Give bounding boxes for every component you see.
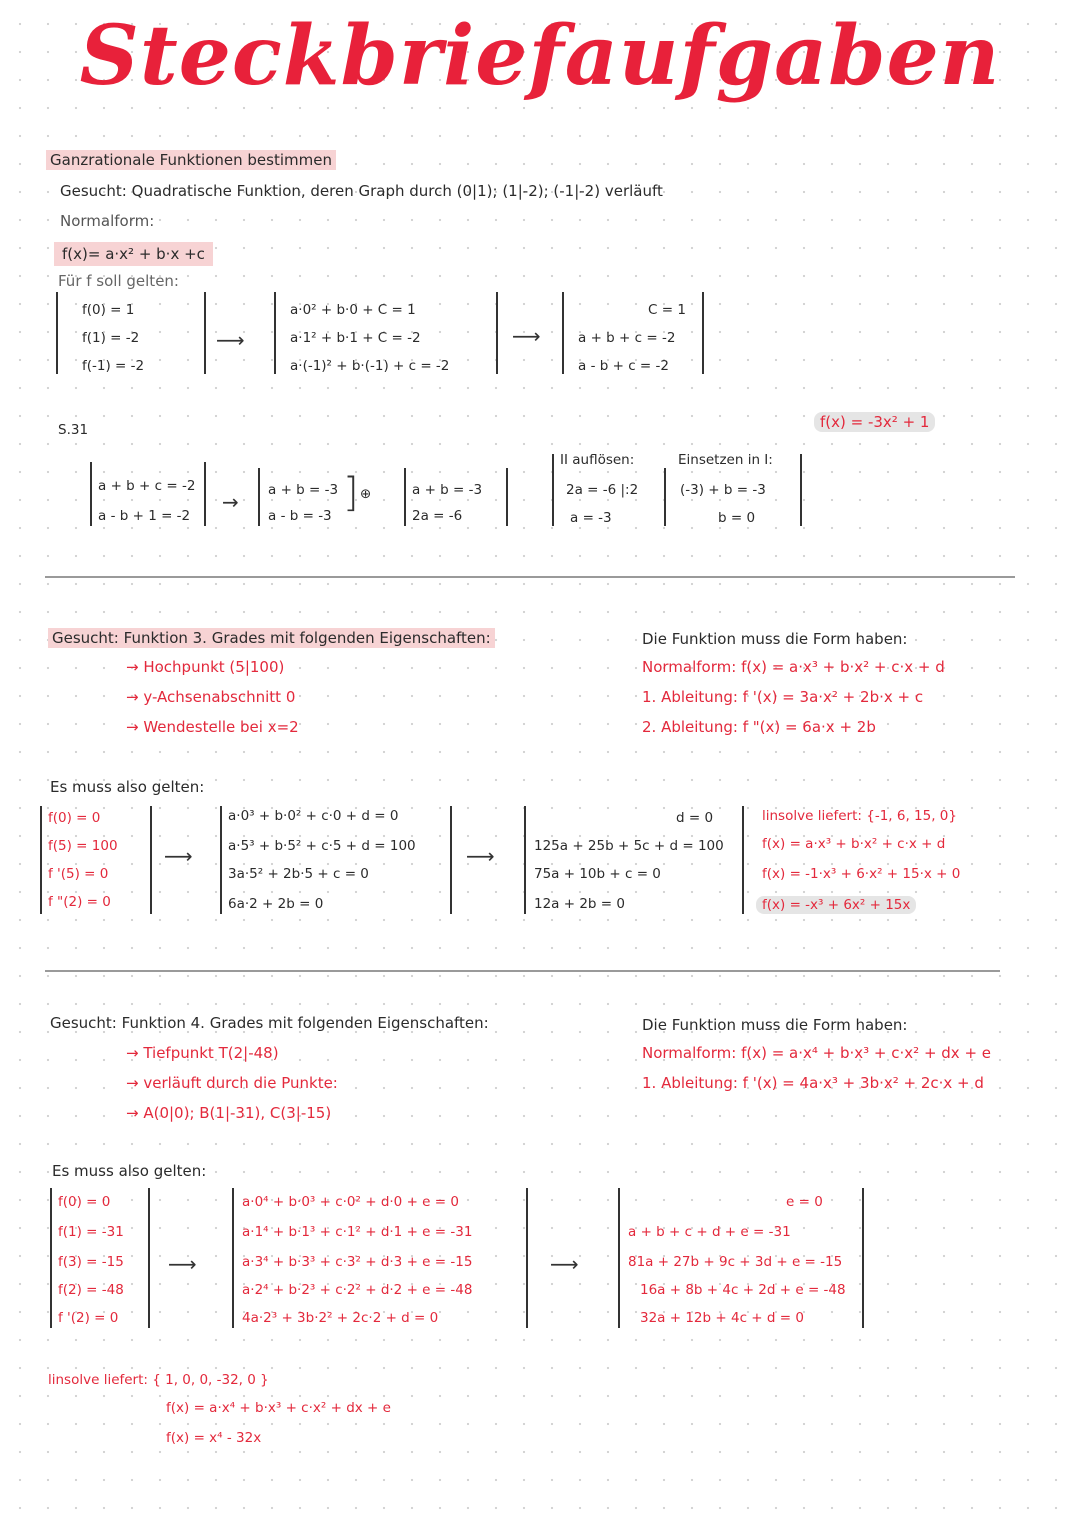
- property: → A(0|0); B(1|-31), C(3|-15): [126, 1104, 332, 1122]
- property: → Tiefpunkt T(2|-48): [126, 1044, 279, 1062]
- result-formula: f(x) = -3x² + 1: [814, 412, 935, 432]
- equation: a = -3: [570, 510, 612, 526]
- property: → y-Achsenabschnitt 0: [126, 688, 296, 706]
- normal-form-label: Normalform:: [60, 212, 155, 230]
- equation: a + b = -3: [268, 482, 339, 498]
- equation: a·2⁴ + b·2³ + c·2² + d·2 + e = -48: [242, 1282, 473, 1298]
- equation: 16a + 8b + 4c + 2d + e = -48: [640, 1282, 846, 1298]
- condition: f(3) = -15: [58, 1254, 124, 1270]
- equation: a + b + c + d + e = -31: [628, 1224, 791, 1240]
- equation: a - b + c = -2: [578, 358, 669, 374]
- equation: a + b + c = -2: [578, 330, 676, 346]
- equation: a·3⁴ + b·3³ + c·3² + d·3 + e = -15: [242, 1254, 473, 1270]
- condition: f '(2) = 0: [58, 1310, 119, 1326]
- equation: (-3) + b = -3: [680, 482, 766, 498]
- result-formula: f(x) = a·x⁴ + b·x³ + c·x² + dx + e: [166, 1400, 391, 1416]
- equation: a - b = -3: [268, 508, 332, 524]
- divider: [45, 970, 1000, 972]
- final-result: f(x) = x⁴ - 32x: [166, 1430, 262, 1446]
- equation: b = 0: [718, 510, 756, 526]
- equation: a - b + 1 = -2: [98, 508, 191, 524]
- task-text: Gesucht: Funktion 4. Grades mit folgenden Eigenschaften:: [50, 1014, 489, 1032]
- second-derivative: 2. Ableitung: f "(x) = 6a·x + 2b: [642, 718, 876, 736]
- arrow-icon: ⟶: [512, 324, 541, 348]
- equation: 12a + 2b = 0: [534, 896, 625, 912]
- equation: a·1⁴ + b·1³ + c·1² + d·1 + e = -31: [242, 1224, 473, 1240]
- step-label: Einsetzen in I:: [678, 452, 773, 468]
- equation: 3a·5² + 2b·5 + c = 0: [228, 866, 369, 882]
- must-hold-label: Es muss also gelten:: [50, 778, 205, 796]
- equation: e = 0: [786, 1194, 823, 1210]
- arrow-icon: ⟶: [216, 328, 245, 352]
- condition: f(0) = 1: [82, 302, 135, 318]
- section-heading: Ganzrationale Funktionen bestimmen: [46, 150, 336, 170]
- arrow-icon: ⟶: [550, 1252, 579, 1276]
- equation: a + b + c = -2: [98, 478, 196, 494]
- arrow-icon: ⟶: [466, 844, 495, 868]
- equation: 125a + 25b + 5c + d = 100: [534, 838, 724, 854]
- equation: a + b = -3: [412, 482, 483, 498]
- condition: f(0) = 0: [58, 1194, 111, 1210]
- linsolve-result: linsolve liefert: {-1, 6, 15, 0}: [762, 808, 957, 824]
- condition: f(-1) = -2: [82, 358, 145, 374]
- equation: 75a + 10b + c = 0: [534, 866, 661, 882]
- result-formula: f(x) = a·x³ + b·x² + c·x + d: [762, 836, 946, 852]
- condition: f "(2) = 0: [48, 894, 111, 910]
- form-label: Die Funktion muss die Form haben:: [642, 630, 908, 648]
- step-label: II auflösen:: [560, 452, 635, 468]
- result-formula: f(x) = -1·x³ + 6·x² + 15·x + 0: [762, 866, 961, 882]
- normal-form: Normalform: f(x) = a·x³ + b·x² + c·x + d: [642, 658, 945, 676]
- divider: [45, 576, 1015, 578]
- equation: 2a = -6 |:2: [566, 482, 639, 498]
- linsolve-result: linsolve liefert: { 1, 0, 0, -32, 0 }: [48, 1372, 269, 1388]
- arrow-icon: ⟶: [164, 844, 193, 868]
- form-label: Die Funktion muss die Form haben:: [642, 1016, 908, 1034]
- property: → verläuft durch die Punkte:: [126, 1074, 338, 1092]
- equation: 81a + 27b + 9c + 3d + e = -15: [628, 1254, 843, 1270]
- equation: 2a = -6: [412, 508, 463, 524]
- condition: f(1) = -2: [82, 330, 140, 346]
- condition: f(1) = -31: [58, 1224, 124, 1240]
- arrow-icon: →: [222, 490, 239, 514]
- must-hold-label: Es muss also gelten:: [52, 1162, 207, 1180]
- condition: f(5) = 100: [48, 838, 118, 854]
- equation: a·5³ + b·5² + c·5 + d = 100: [228, 838, 416, 854]
- condition-label: Für f soll gelten:: [58, 272, 179, 290]
- equation: a·(-1)² + b·(-1) + c = -2: [290, 358, 450, 374]
- condition: f(0) = 0: [48, 810, 101, 826]
- task-text: Gesucht: Quadratische Funktion, deren Graph durch (0|1); (1|-2); (-1|-2) verläuft: [60, 182, 663, 200]
- property: → Hochpunkt (5|100): [126, 658, 285, 676]
- arrow-icon: ⟶: [168, 1252, 197, 1276]
- task-text: Gesucht: Funktion 3. Grades mit folgenden Eigenschaften:: [48, 628, 495, 648]
- equation: C = 1: [648, 302, 686, 318]
- page-title: Steckbriefaufgaben: [79, 8, 1001, 104]
- equation: a·0³ + b·0² + c·0 + d = 0: [228, 808, 399, 824]
- first-derivative: 1. Ableitung: f '(x) = 3a·x² + 2b·x + c: [642, 688, 924, 706]
- property: → Wendestelle bei x=2: [126, 718, 299, 736]
- equation: a·1² + b·1 + C = -2: [290, 330, 421, 346]
- page-reference: S.31: [58, 422, 89, 438]
- first-derivative: 1. Ableitung: f '(x) = 4a·x³ + 3b·x² + 2c·x + d: [642, 1074, 984, 1092]
- condition: f(2) = -48: [58, 1282, 124, 1298]
- equation: 32a + 12b + 4c + d = 0: [640, 1310, 804, 1326]
- equation: 6a·2 + 2b = 0: [228, 896, 324, 912]
- normal-form: Normalform: f(x) = a·x⁴ + b·x³ + c·x² + dx + e: [642, 1044, 992, 1062]
- equation: 4a·2³ + 3b·2² + 2c·2 + d = 0: [242, 1310, 439, 1326]
- condition: f '(5) = 0: [48, 866, 109, 882]
- equation: a·0² + b·0 + C = 1: [290, 302, 416, 318]
- normal-form-formula: f(x)= a·x² + b·x +c: [54, 242, 213, 266]
- plus-circle-icon: ⊕: [360, 486, 372, 502]
- final-result: f(x) = -x³ + 6x² + 15x: [756, 896, 916, 914]
- equation: d = 0: [676, 810, 714, 826]
- equation: a·0⁴ + b·0³ + c·0² + d·0 + e = 0: [242, 1194, 459, 1210]
